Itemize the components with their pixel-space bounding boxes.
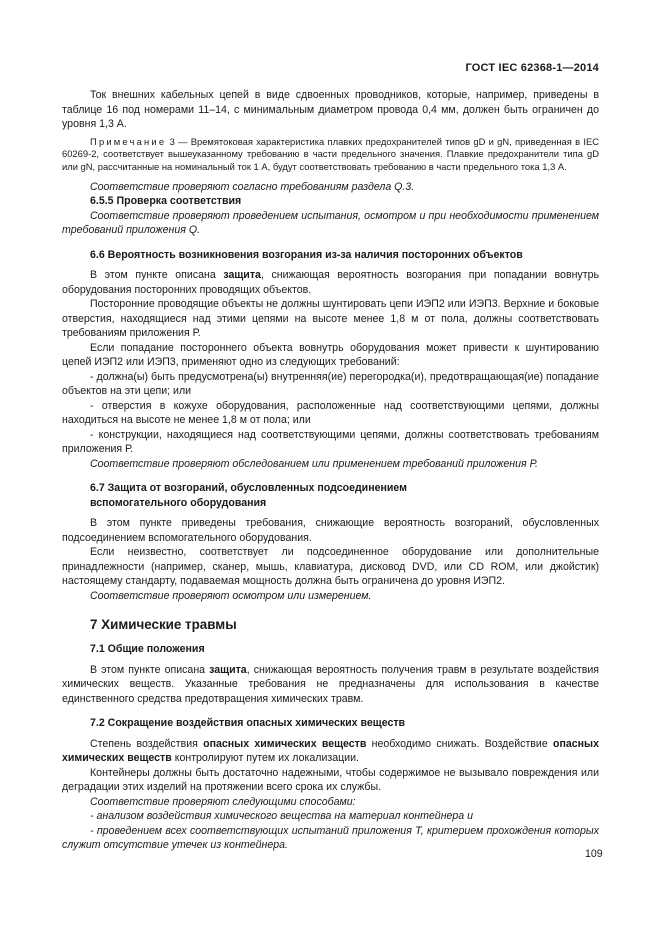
paragraph: В этом пункте описана защита, снижающая вероятность получения травм в результате воздействия химических веществ. Указанные требования не предназначены для использования в качестве единственного средства предотвращения химических травм. <box>62 663 599 705</box>
section-heading-6-7: 6.7 Защита от возгораний, обусловленных подсоединением <box>90 482 407 495</box>
note-text: 3 — Времятоковая характеристика плавких предохранителей типов gD и gN, приведенная в IEC 60269-2, соответствует вышеуказанному требованию в части предельного значения. Плавкие предохранители типа gD или gN, рассчитанные на номинальный ток 1 A, будут соответствовать требованию в части предельного тока 1,3 А. <box>62 135 599 172</box>
section-heading-7-2: 7.2 Сокращение воздействия опасных химических веществ <box>90 717 406 730</box>
list-item: - анализом воздействия химического вещества на материал контейнера и <box>90 810 474 823</box>
note-label: Примечание <box>90 135 167 147</box>
page-content <box>62 88 599 853</box>
compliance-text: Соответствие проверяют проведением испытания, осмотром и при необходимости применением требований приложения Q. <box>62 209 599 237</box>
term-bold: опасных химических веществ <box>203 737 367 750</box>
list-item: - конструкции, находящиеся над соответствующими цепями, должны соответствовать требованиям приложения Р. <box>62 428 599 456</box>
compliance-text: Соответствие проверяют обследованием или применением требований приложения Р. <box>90 457 538 470</box>
paragraph: Ток внешних кабельных цепей в виде сдвоенных проводников, которые, например, приведены в таблице 16 под номерами 11–14, с минимальным диаметром провода 0,4 мм, должен быть ограничен до уровня 1,3 А. <box>62 89 599 130</box>
paragraph: Если неизвестно, соответствует ли подсоединенное оборудование или дополнительные принадлежности (например, сканер, мышь, клавиатура, дисковод DVD, или CD ROM, или джойстик) настоящему стандарту, подаваемая мощность должна быть ограничена до уровня ИЭП2. <box>62 546 599 588</box>
page-number: 109 <box>585 848 603 860</box>
paragraph: Посторонние проводящие объекты не должны шунтировать цепи ИЭП2 или ИЭП3. Верхние и боковые отверстия, находящиеся над этими цепями на высоте менее 1,8 м от пола, должны соответствовать требованиям приложения Р. <box>62 298 599 340</box>
paragraph: Контейнеры должны быть достаточно надежными, чтобы содержимое не вызывало повреждения или деградации этих изделий на протяжении всего срока их службы. <box>62 766 599 794</box>
paragraph: В этом пункте приведены требования, снижающие вероятность возгораний, обусловленных подсоединением вспомогательного оборудования. <box>62 517 599 544</box>
section-heading-6-5-5: 6.5.5 Проверка соответствия <box>90 195 242 208</box>
list-item: - проведением всех соответствующих испытаний приложения Т, критерием прохождения которых служит отсутствие утечек из контейнера. <box>62 824 599 852</box>
section-heading-7-1: 7.1 Общие положения <box>90 643 205 656</box>
compliance-text: Соответствие проверяют согласно требованиям раздела Q.3. <box>90 180 415 193</box>
list-item: - отверстия в кожухе оборудования, расположенные над соответствующими цепями, должны находиться на высоте не менее 1,8 м от пола; или <box>62 399 599 427</box>
paragraph: Если попадание постороннего объекта вовнутрь оборудования может привести к шунтированию цепей ИЭП2 или ИЭП3, применяют одно из следующих требований: <box>62 341 599 369</box>
term-bold: защита <box>209 663 247 676</box>
compliance-text: Соответствие проверяют осмотром или измерением. <box>90 589 372 602</box>
term-bold: опасных химических веществ <box>62 737 599 765</box>
section-heading-7: 7 Химические травмы <box>90 617 237 633</box>
paragraph: В этом пункте описана защита, снижающая вероятность возгорания при попадании вовнутрь оборудования посторонних проводящих объектов. <box>62 269 599 296</box>
note <box>62 136 599 174</box>
section-heading-6-6: 6.6 Вероятность возникновения возгорания из-за наличия посторонних объектов <box>90 248 523 261</box>
paragraph: Степень воздействия опасных химических веществ необходимо снижать. Воздействие опасных химических веществ контролируют путем их локализации. <box>62 737 599 765</box>
section-heading-6-7-line2: вспомогательного оборудования <box>90 496 267 509</box>
compliance-text: Соответствие проверяют следующими способами: <box>90 795 356 808</box>
term-bold: защита <box>223 269 261 282</box>
list-item: - должна(ы) быть предусмотрена(ы) внутренняя(ие) перегородка(и), предотвращающая(ие) попадание объектов на эти цепи; или <box>62 370 599 398</box>
document-header: ГОСТ IEC 62368-1—2014 <box>465 62 599 74</box>
